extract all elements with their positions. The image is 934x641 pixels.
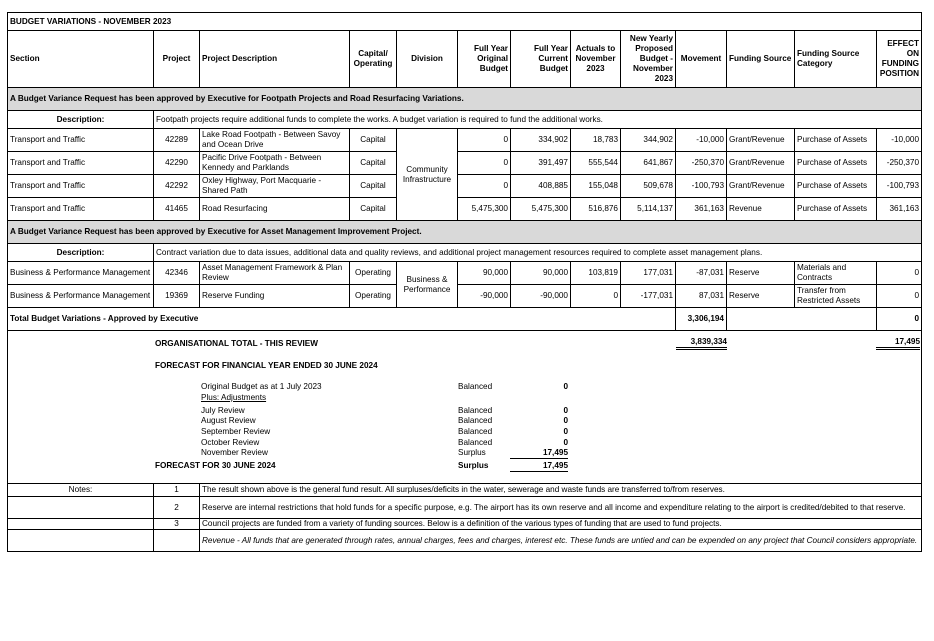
- cell-effect: -250,370: [877, 152, 922, 175]
- forecast-final-status: Surplus: [458, 461, 489, 470]
- cell-movement: 361,163: [676, 198, 727, 221]
- review-label: July Review: [201, 406, 245, 415]
- group1-desc-text: Footpath projects require additional funds to complete the works. A budget variation is required to fund the additional works.: [154, 111, 922, 129]
- cell-division: Community Infrastructure: [397, 129, 458, 221]
- cell-original: 0: [458, 129, 511, 152]
- review-value: 0: [563, 438, 568, 447]
- header-original-budget: Full Year Original Budget: [458, 31, 511, 88]
- cell-funding-category: Purchase of Assets: [795, 129, 877, 152]
- cell-movement: -100,793: [676, 175, 727, 198]
- header-row: [8, 31, 922, 88]
- cell-description: Reserve Funding: [200, 285, 350, 308]
- cell-project: 42289: [154, 129, 200, 152]
- cell-proposed: -177,031: [621, 285, 676, 308]
- cell-effect: 0: [877, 262, 922, 285]
- cell-movement: 87,031: [676, 285, 727, 308]
- org-total-label: ORGANISATIONAL TOTAL - THIS REVIEW: [155, 339, 318, 348]
- header-funding-source: Funding Source: [727, 31, 795, 88]
- total-movement: 3,306,194: [676, 308, 727, 331]
- cell-description: Asset Management Framework & Plan Review: [200, 262, 350, 285]
- cell-funding-source: Grant/Revenue: [727, 152, 795, 175]
- cell-project: 42292: [154, 175, 200, 198]
- cell-effect: 0: [877, 285, 922, 308]
- cell-original: 0: [458, 152, 511, 175]
- review-status: Balanced: [458, 416, 493, 425]
- cell-current: 391,497: [511, 152, 571, 175]
- header-proposed-budget: New Yearly Proposed Budget - November 2023: [621, 31, 676, 88]
- cell-movement: -10,000: [676, 129, 727, 152]
- cell-effect: -10,000: [877, 129, 922, 152]
- cell-proposed: 5,114,137: [621, 198, 676, 221]
- cell-division: Business & Performance: [397, 262, 458, 308]
- cell-movement: -87,031: [676, 262, 727, 285]
- cell-proposed: 641,867: [621, 152, 676, 175]
- forecast-original-value: 0: [563, 382, 568, 391]
- cell-current: 90,000: [511, 262, 571, 285]
- cell-effect: 361,163: [877, 198, 922, 221]
- cell-project: 19369: [154, 285, 200, 308]
- header-movement: Movement: [676, 31, 727, 88]
- cell-proposed: 344,902: [621, 129, 676, 152]
- cell-description: Lake Road Footpath - Between Savoy and Ocean Drive: [200, 129, 350, 152]
- cell-description: Pacific Drive Footpath - Between Kennedy and Parklands: [200, 152, 350, 175]
- review-status: Balanced: [458, 406, 493, 415]
- header-capital-operating: Capital/ Operating: [350, 31, 397, 88]
- group1-banner: A Budget Variance Request has been approved by Executive for Footpath Projects and Road Resurfacing Variations.: [8, 88, 922, 111]
- cell-current: -90,000: [511, 285, 571, 308]
- notes-label: Notes:: [8, 484, 154, 497]
- cell-section: Transport and Traffic: [8, 152, 154, 175]
- review-label: September Review: [201, 427, 271, 436]
- cell-funding-source: Grant/Revenue: [727, 175, 795, 198]
- group2-desc-label: Description:: [8, 244, 154, 262]
- note-number: 3: [154, 519, 200, 530]
- note-number: 2: [154, 497, 200, 519]
- forecast-final-value: 17,495: [510, 461, 568, 472]
- header-funding-category: Funding Source Category: [795, 31, 877, 88]
- cell-section: Business & Performance Management: [8, 262, 154, 285]
- header-actuals: Actuals to November 2023: [571, 31, 621, 88]
- cell-section: Transport and Traffic: [8, 175, 154, 198]
- header-project: Project: [154, 31, 200, 88]
- cell-original: 5,475,300: [458, 198, 511, 221]
- summary-block: [8, 331, 922, 484]
- cell-original: -90,000: [458, 285, 511, 308]
- table-row: [8, 262, 922, 285]
- review-label: August Review: [201, 416, 256, 425]
- budget-variations-sheet: [7, 12, 921, 552]
- cell-capital-operating: Capital: [350, 152, 397, 175]
- cell-project: 41465: [154, 198, 200, 221]
- table-row: [8, 129, 922, 152]
- cell-actuals: 0: [571, 285, 621, 308]
- cell-capital-operating: Capital: [350, 198, 397, 221]
- forecast-original-label: Original Budget as at 1 July 2023: [201, 382, 322, 391]
- header-effect: EFFECT ON FUNDING POSITION: [877, 31, 922, 88]
- review-status: Balanced: [458, 438, 493, 447]
- total-row: [8, 308, 922, 331]
- review-value: 0: [563, 406, 568, 415]
- cell-description: Oxley Highway, Port Macquarie - Shared Path: [200, 175, 350, 198]
- header-description: Project Description: [200, 31, 350, 88]
- cell-section: Business & Performance Management: [8, 285, 154, 308]
- budget-table: [7, 12, 922, 552]
- cell-capital-operating: Capital: [350, 129, 397, 152]
- cell-proposed: 509,678: [621, 175, 676, 198]
- review-value: 17,495: [510, 448, 568, 459]
- note-text: Council projects are funded from a variety of funding sources. Below is a definition of the various types of funding that are used to fund projects.: [200, 519, 922, 530]
- header-division: Division: [397, 31, 458, 88]
- cell-funding-source: Reserve: [727, 285, 795, 308]
- table-row: [8, 198, 922, 221]
- cell-project: 42346: [154, 262, 200, 285]
- cell-original: 90,000: [458, 262, 511, 285]
- cell-actuals: 155,048: [571, 175, 621, 198]
- cell-effect: -100,793: [877, 175, 922, 198]
- cell-funding-category: Purchase of Assets: [795, 152, 877, 175]
- total-label: Total Budget Variations - Approved by Executive: [8, 308, 676, 331]
- cell-capital-operating: Capital: [350, 175, 397, 198]
- cell-funding-source: Grant/Revenue: [727, 129, 795, 152]
- table-row: [8, 152, 922, 175]
- cell-proposed: 177,031: [621, 262, 676, 285]
- org-total-movement: 3,839,334: [676, 337, 727, 350]
- forecast-heading: FORECAST FOR FINANCIAL YEAR ENDED 30 JUNE 2024: [155, 361, 378, 370]
- cell-funding-category: Materials and Contracts: [795, 262, 877, 285]
- note-row: [8, 497, 922, 519]
- note-row: [8, 484, 922, 497]
- header-current-budget: Full Year Current Budget: [511, 31, 571, 88]
- cell-funding-category: Transfer from Restricted Assets: [795, 285, 877, 308]
- revenue-definition: Revenue - All funds that are generated through rates, annual charges, fees and charges, interest etc. These funds are untied and can be expended on any project that Council considers appropriate.: [200, 530, 922, 552]
- cell-actuals: 18,783: [571, 129, 621, 152]
- header-section: Section: [8, 31, 154, 88]
- review-status: Surplus: [458, 448, 486, 457]
- forecast-plus-label: Plus: Adjustments: [201, 393, 267, 402]
- table-row: [8, 285, 922, 308]
- review-value: 0: [563, 416, 568, 425]
- cell-current: 408,885: [511, 175, 571, 198]
- org-total-effect: 17,495: [876, 337, 920, 350]
- cell-capital-operating: Operating: [350, 262, 397, 285]
- cell-section: Transport and Traffic: [8, 198, 154, 221]
- cell-original: 0: [458, 175, 511, 198]
- note-text: The result shown above is the general fund result. All surpluses/deficits in the water, sewerage and waste funds are transferred to/from reserves.: [200, 484, 922, 497]
- review-label: October Review: [201, 438, 260, 447]
- note-number: 1: [154, 484, 200, 497]
- cell-movement: -250,370: [676, 152, 727, 175]
- cell-funding-source: Revenue: [727, 198, 795, 221]
- group1-desc-label: Description:: [8, 111, 154, 129]
- note-text: Reserve are internal restrictions that hold funds for a specific purpose, e.g. The airport has its own reserve and all income and expenditure relating to the airport is credited/debited to that reserve.: [200, 497, 922, 519]
- cell-funding-source: Reserve: [727, 262, 795, 285]
- note-row: [8, 519, 922, 530]
- cell-section: Transport and Traffic: [8, 129, 154, 152]
- cell-actuals: 516,876: [571, 198, 621, 221]
- cell-description: Road Resurfacing: [200, 198, 350, 221]
- sheet-title: BUDGET VARIATIONS - NOVEMBER 2023: [8, 13, 922, 31]
- cell-funding-category: Purchase of Assets: [795, 198, 877, 221]
- cell-actuals: 103,819: [571, 262, 621, 285]
- review-value: 0: [563, 427, 568, 436]
- note-row: [8, 530, 922, 552]
- total-effect: 0: [877, 308, 922, 331]
- cell-current: 334,902: [511, 129, 571, 152]
- table-row: [8, 175, 922, 198]
- cell-capital-operating: Operating: [350, 285, 397, 308]
- group2-desc-text: Contract variation due to data issues, additional data and quality reviews, and additional project management resources required to complete asset management plans.: [154, 244, 922, 262]
- review-label: November Review: [201, 448, 268, 457]
- review-status: Balanced: [458, 427, 493, 436]
- cell-project: 42290: [154, 152, 200, 175]
- cell-actuals: 555,544: [571, 152, 621, 175]
- group2-banner: A Budget Variance Request has been approved by Executive for Asset Management Improvement Project.: [8, 221, 922, 244]
- cell-funding-category: Purchase of Assets: [795, 175, 877, 198]
- forecast-final-label: FORECAST FOR 30 JUNE 2024: [155, 461, 276, 470]
- forecast-original-status: Balanced: [458, 382, 493, 391]
- cell-current: 5,475,300: [511, 198, 571, 221]
